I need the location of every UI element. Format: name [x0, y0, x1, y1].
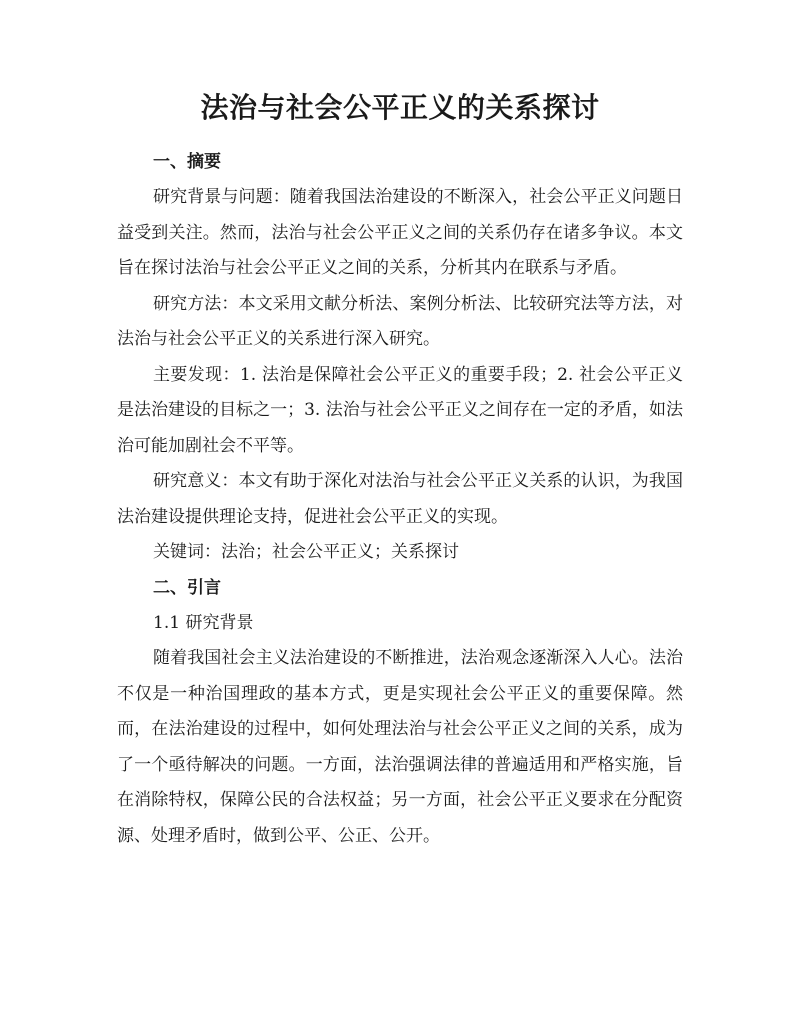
section-heading-abstract: 一、摘要	[153, 152, 221, 172]
abstract-background-paragraph: 研究背景与问题：随着我国法治建设的不断深入，社会公平正义问题日益受到关注。然而，法治与社会公平正义之间的关系仍存在诸多争议。本文旨在探讨法治与社会公平正义之间的关系，分析其内在联系与矛盾。	[117, 187, 683, 278]
abstract-significance-paragraph: 研究意义：本文有助于深化对法治与社会公平正义关系的认识，为我国法治建设提供理论支持，促进社会公平正义的实现。	[117, 471, 683, 527]
abstract-methods-paragraph: 研究方法：本文采用文献分析法、案例分析法、比较研究法等方法，对法治与社会公平正义的关系进行深入研究。	[117, 293, 683, 349]
document-body	[117, 145, 683, 854]
section-heading-introduction: 二、引言	[153, 577, 221, 598]
keywords-line: 关键词：法治；社会公平正义；关系探讨	[153, 542, 459, 562]
abstract-findings-paragraph: 主要发现：1. 法治是保障社会公平正义的重要手段；2. 社会公平正义是法治建设的目标之一；3. 法治与社会公平正义之间存在一定的矛盾，如法治可能加剧社会不平等。	[117, 364, 683, 456]
subsection-heading-research-background: 1.1 研究背景	[153, 612, 254, 633]
document-title: 法治与社会公平正义的关系探讨	[200, 91, 600, 124]
intro-background-paragraph: 随着我国社会主义法治建设的不断推进，法治观念逐渐深入人心。法治不仅是一种治国理政的基本方式，更是实现社会公平正义的重要保障。然而，在法治建设的过程中，如何处理法治与社会公平正义之间的关系，成为了一个亟待解决的问题。一方面，法治强调法律的普遍适用和严格实施，旨在消除特权，保障公民的合法权益；另一方面，社会公平正义要求在分配资源、处理矛盾时，做到公平、公正、公开。	[117, 648, 683, 846]
